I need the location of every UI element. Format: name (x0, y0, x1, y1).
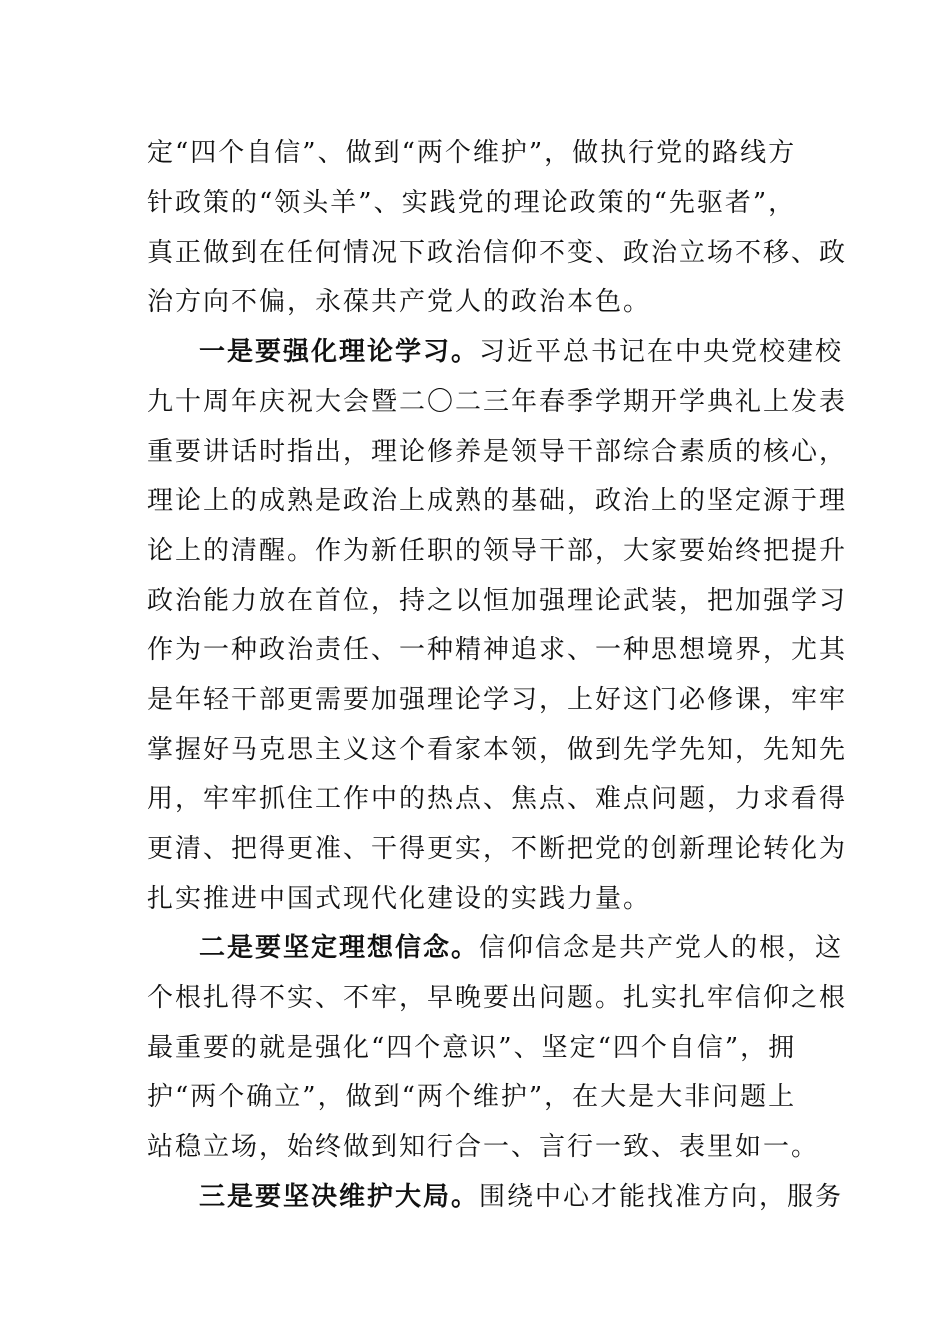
text-line: 九十周年庆祝大会暨二〇二三年春季学期开学典礼上发表 (147, 387, 848, 417)
text-line: 理论上的成熟是政治上成熟的基础，政治上的坚定源于理 (147, 486, 848, 516)
paragraph-first-line: 三是要坚决维护大局。围绕中心才能找准方向，服务 (199, 1182, 844, 1212)
text-line: 针政策的“领头羊”、实践党的理论政策的“先驱者”， (147, 188, 797, 218)
text-line: 真正做到在任何情况下政治信仰不变、政治立场不移、政 (147, 238, 848, 268)
text-line: 扎实推进中国式现代化建设的实践力量。 (147, 884, 652, 914)
text-line: 护“两个确立”，做到“两个维护”，在大是大非问题上 (147, 1082, 797, 1112)
text-line: 重要讲话时指出，理论修养是领导干部综合素质的核心， (147, 437, 848, 467)
paragraph-heading: 二是要坚定理想信念。 (199, 933, 480, 963)
text-line: 站稳立场，始终做到知行合一、言行一致、表里如一。 (147, 1132, 820, 1162)
text-line: 治方向不偏，永葆共产党人的政治本色。 (147, 287, 652, 317)
text-line: 最重要的就是强化“四个意识”、坚定“四个自信”，拥 (147, 1033, 797, 1063)
paragraph-heading: 一是要强化理论学习。 (199, 337, 480, 367)
text-line: 用，牢牢抓住工作中的热点、焦点、难点问题，力求看得 (147, 784, 848, 814)
paragraph-first-line: 二是要坚定理想信念。信仰信念是共产党人的根，这 (199, 933, 844, 963)
text-line: 论上的清醒。作为新任职的领导干部，大家要始终把提升 (147, 536, 848, 566)
text-line: 作为一种政治责任、一种精神追求、一种思想境界，尤其 (147, 635, 848, 665)
paragraph-first-line: 一是要强化理论学习。习近平总书记在中央党校建校 (199, 337, 844, 367)
text-line: 个根扎得不实、不牢，早晚要出问题。扎实扎牢信仰之根 (147, 983, 848, 1013)
text-line: 定“四个自信”、做到“两个维护”，做执行党的路线方 (147, 138, 797, 168)
text-line: 政治能力放在首位，持之以恒加强理论武装，把加强学习 (147, 586, 848, 616)
text-line: 是年轻干部更需要加强理论学习，上好这门必修课，牢牢 (147, 685, 848, 715)
text-line: 更清、把得更准、干得更实，不断把党的创新理论转化为 (147, 834, 848, 864)
text-line: 掌握好马克思主义这个看家本领，做到先学先知，先知先 (147, 735, 848, 765)
paragraph-heading: 三是要坚决维护大局。 (199, 1182, 480, 1212)
